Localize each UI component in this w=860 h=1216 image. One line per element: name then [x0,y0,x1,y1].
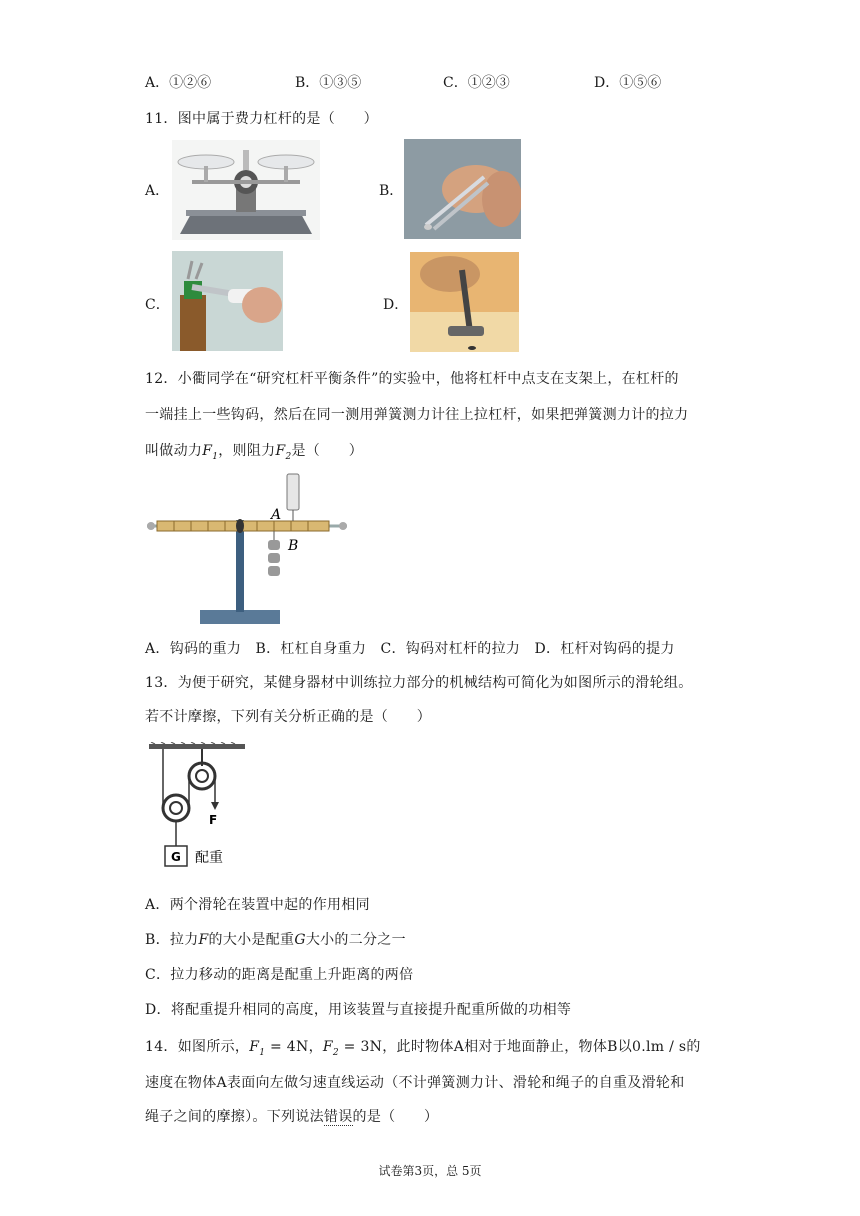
q11-label-d: D． [383,297,409,313]
q12-line3: 叫做动力$F_1$，则阻力$F_2$是（ ） [145,443,363,462]
balance-scale-image [172,140,320,244]
q11-stem: 11．图中属于费力杠杆的是（ ） [145,111,378,127]
lever-figure [143,470,353,634]
q14-line3: 绳子之间的摩擦）。下列说法错误的是（ ） [145,1109,439,1125]
page-footer: 试卷第3页，总 5页 [378,1164,482,1178]
q12-line1: 12．小衢同学在“研究杠杆平衡条件”的实验中，他将杠杆中点支在支架上，在杠杆的 [145,371,679,387]
hammer-image [410,252,519,356]
q11-label-b: B． [379,183,404,199]
q13-option-c: C．拉力移动的距离是配重上升距离的两倍 [145,967,414,983]
bottle-opener-image [172,251,283,355]
q12-options: A．钩码的重力 B．杠杠自身重力 C．钩码对杠杆的拉力 D．杠杆对钩码的提力 [145,641,675,657]
weight-g-label: G [171,850,181,864]
f1-symbol: $F_1$ [202,443,219,462]
q13-option-a: A．两个滑轮在装置中起的作用相同 [145,897,370,913]
force-f-label: F [209,813,218,827]
q10-option-a: A．①②⑥ [145,75,212,91]
q13-line2: 若不计摩擦，下列有关分析正确的是（ ） [145,709,431,725]
emphasis-wrong: 错误 [323,1109,353,1125]
q14-line1: 14．如图所示，$F_1 = 4N$，$F_2 = 3N$，此时物体A相对于地面静止，物体B以0.lm / s的 [145,1039,701,1058]
point-b-label: B [288,538,299,554]
tweezers-image [404,139,521,243]
q13-line1: 13．为便于研究，某健身器材中训练拉力部分的机械结构可简化为如图所示的滑轮组。 [145,675,693,691]
q13-option-b: B．拉力F的大小是配重G大小的二分之一 [145,932,406,948]
q14-line2: 速度在物体A表面向左做匀速直线运动（不计弹簧测力计、滑轮和绳子的自重及滑轮和 [145,1075,685,1091]
point-a-label: A [271,507,282,523]
counterweight-label: 配重 [195,850,223,866]
f2-symbol: $F_2$ [275,443,292,462]
q11-label-c: C． [145,297,170,313]
q12-line2: 一端挂上一些钩码，然后在同一测用弹簧测力计往上拉杠杆，如果把弹簧测力计的拉力 [145,407,689,423]
q10-option-c: C．①②③ [443,75,510,91]
q13-option-d: D．将配重提升相同的高度，用该装置与直接提升配重所做的功相等 [145,1002,572,1018]
pulley-figure [145,742,255,878]
q10-option-d: D．①⑤⑥ [594,75,662,91]
q11-label-a: A． [145,183,170,199]
q10-option-b: B．①③⑤ [295,75,362,91]
